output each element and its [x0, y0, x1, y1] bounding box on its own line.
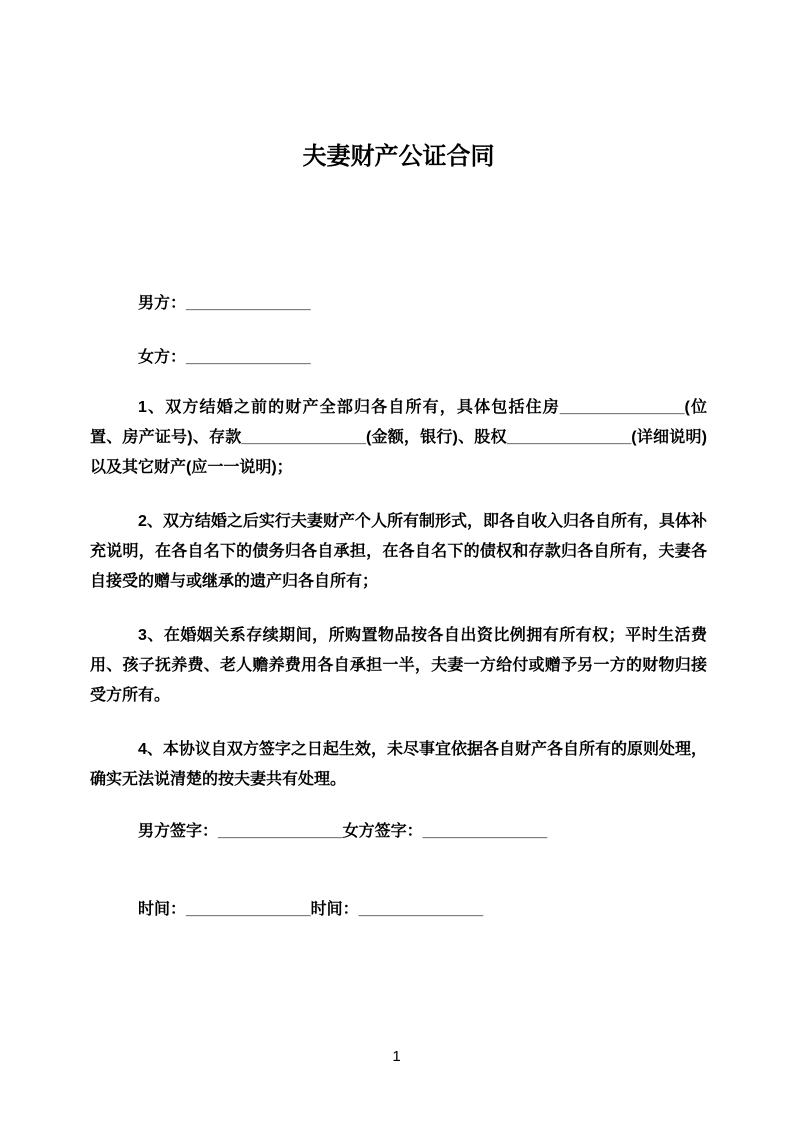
contract-clause-3: 3、在婚姻关系存续期间，所购置物品按各自出资比例拥有所有权；平时生活费用、孩子抚养费、老人赡养费用各自承担一半，夫妻一方给付或赠予另一方的财物归接受方所有。: [90, 627, 707, 704]
female-party-line: [90, 343, 707, 373]
male-time-label: 时间：: [138, 901, 187, 918]
female-time-label: 时间：: [310, 901, 359, 918]
contract-clause-2: 2、双方结婚之后实行夫妻财产个人所有制形式，即各自收入归各自所有，具体补充说明，在各自名下的债务归各自承担，在各自名下的债权和存款归各自所有，夫妻各自接受的赠与或继承的遗产归各自所有；: [90, 513, 707, 590]
female-signature-label: 女方签字：: [342, 823, 423, 840]
male-signature-label: 男方签字：: [138, 823, 219, 840]
male-party-line: [90, 289, 707, 319]
male-party-label: 男方：: [138, 295, 187, 312]
contract-clause-4: 4、本协议自双方签字之日起生效，未尽事宜依据各自财产各自所有的原则处理，确实无法说清楚的按夫妻共有处理。: [90, 741, 707, 788]
signature-line: [90, 817, 707, 847]
female-time-blank: ______________: [358, 901, 484, 918]
page-number: 1: [392, 1048, 401, 1065]
female-party-blank: ______________: [186, 349, 311, 366]
contract-clause-1: 1、双方结婚之前的财产全部归各自所有，具体包括住房______________(位置、房产证号)、存款______________(金额，银行)、股权______________(详细说明)以及其它财产(应一一说明)；: [90, 399, 707, 476]
time-line: [90, 895, 707, 925]
female-signature-blank: ______________: [422, 823, 548, 840]
page-title: 夫妻财产公证合同: [302, 143, 495, 170]
document-content: [90, 143, 707, 925]
female-party-label: 女方：: [138, 349, 187, 366]
male-time-blank: ______________: [186, 901, 311, 918]
male-party-blank: ______________: [186, 295, 311, 312]
male-signature-blank: ______________: [218, 823, 343, 840]
